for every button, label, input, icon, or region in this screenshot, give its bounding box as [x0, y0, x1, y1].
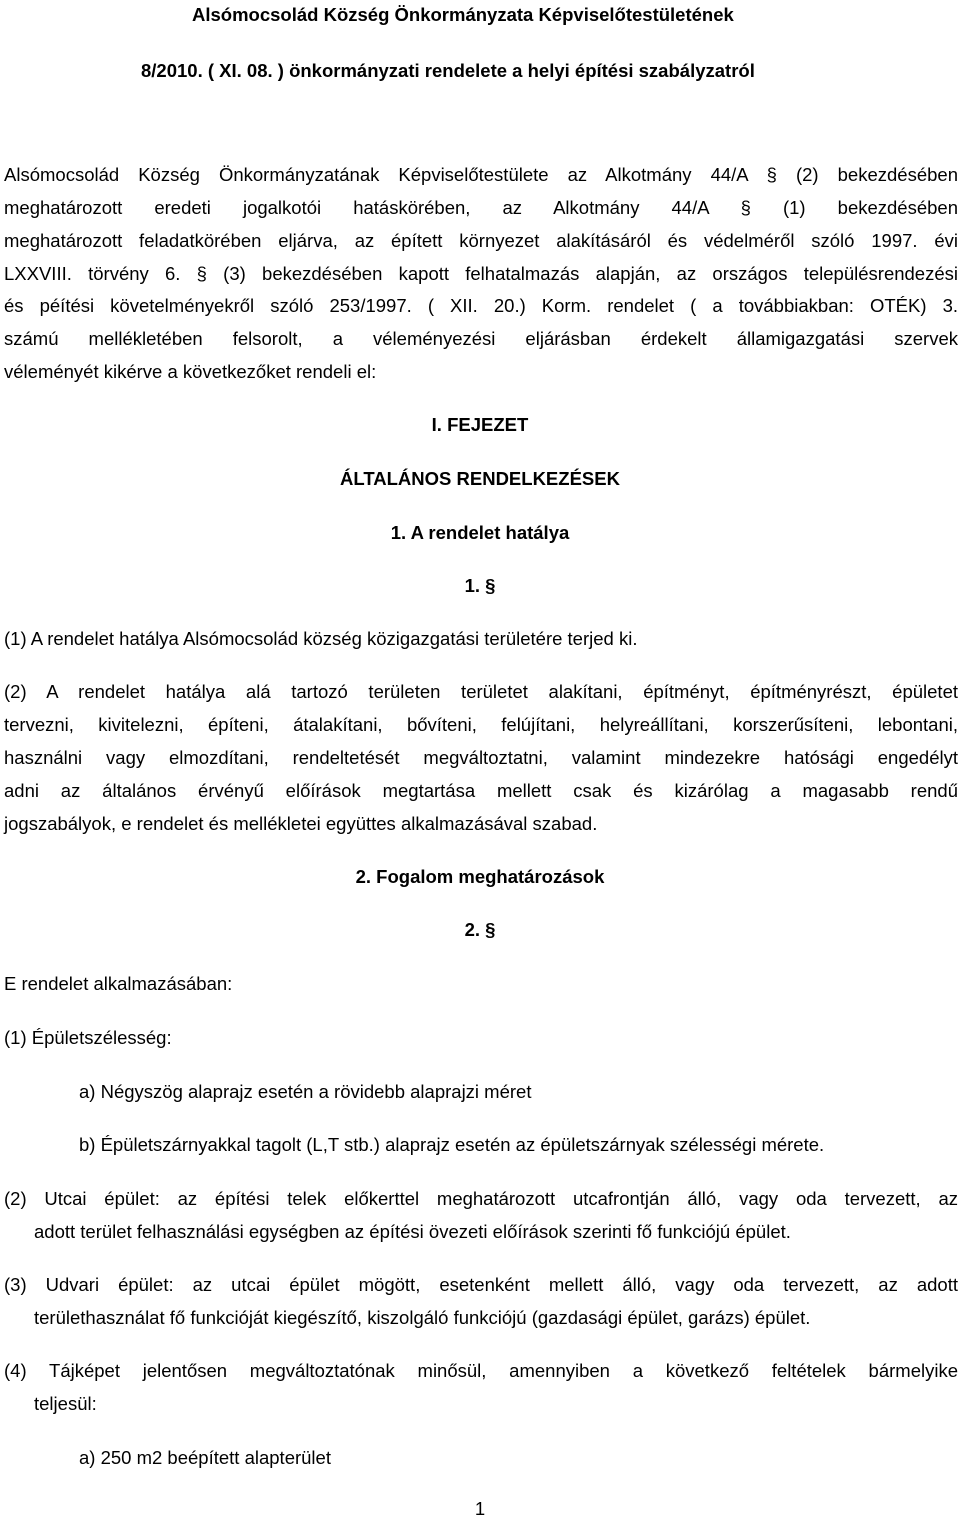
section-1-heading: 1. A rendelet hatálya [390, 522, 570, 543]
section-2-paragraph-mark: 2. § [464, 919, 496, 940]
preamble-line: meghatározott feladatkörében eljárva, az épített környezet alakításáról és védelméről szóló 1997. évi [4, 230, 958, 251]
definition-4-line: (4) Tájképet jelentősen megváltoztatónak minősül, amennyiben a következő feltételek bármelyike [4, 1360, 958, 1381]
preamble-line: számú mellékletében felsorolt, a véleményezési eljárásban érdekelt államigazgatási szervek [4, 328, 958, 349]
chapter-number: I. FEJEZET [431, 414, 529, 435]
preamble-line: véleményét kikérve a következőket rendeli el: [4, 361, 377, 382]
section-1-p2-line: (2) A rendelet hatálya alá tartozó területen területet alakítani, építményt, építményrészt, épületet [4, 681, 958, 702]
section-1-p1: (1) A rendelet hatálya Alsómocsolád község közigazgatási területére terjed ki. [4, 628, 638, 649]
definition-3-line: területhasználat fő funkcióját kiegészítő, kiszolgáló funkciójú (gazdasági épület, garázs) épület. [34, 1307, 811, 1328]
preamble-line: LXXVIII. törvény 6. § (3) bekezdésében kapott felhatalmazás alapján, az országos településrendezési [4, 263, 958, 284]
preamble-line: Alsómocsolád Község Önkormányzatának Képviselőtestülete az Alkotmány 44/A § (2) bekezdésében [4, 164, 958, 185]
definition-3-line: (3) Udvari épület: az utcai épület mögött, esetenként mellett álló, vagy oda tervezett, az adott [4, 1274, 958, 1295]
section-2-intro: E rendelet alkalmazásában: [4, 973, 233, 994]
section-1-p2-line: adni az általános érvényű előírások megtartása mellett csak és kizárólag a magasabb rendű [4, 780, 958, 801]
page-number: 1 [474, 1498, 486, 1519]
document-title-line-1: Alsómocsolád Község Önkormányzata Képviselőtestületének [192, 4, 734, 25]
definition-1-label: (1) Épületszélesség: [4, 1027, 172, 1048]
definition-1-a: a) Négyszög alaprajz esetén a rövidebb alaprajzi méret [79, 1081, 532, 1102]
definition-2-line: adott terület felhasználási egységben az építési övezeti előírások szerinti fő funkciójú épület. [34, 1221, 791, 1242]
definition-2-line: (2) Utcai épület: az építési telek előkerttel meghatározott utcafrontján álló, vagy oda tervezett, az [4, 1188, 958, 1209]
document-title-line-2: 8/2010. ( XI. 08. ) önkormányzati rendelete a helyi építési szabályzatról [141, 60, 755, 81]
section-1-p2-line: tervezni, kivitelezni, építeni, átalakítani, bővíteni, felújítani, helyreállítani, korszerűsíteni, lebontani, [4, 714, 958, 735]
definition-1-b: b) Épületszárnyakkal tagolt (L,T stb.) alaprajz esetén az épületszárnyak szélességi mérete. [79, 1134, 825, 1155]
section-1-p2-line: jogszabályok, e rendelet és mellékletei együttes alkalmazásával szabad. [4, 813, 598, 834]
section-2-heading: 2. Fogalom meghatározások [355, 866, 605, 887]
definition-4-a: a) 250 m2 beépített alapterület [79, 1447, 331, 1468]
preamble-line: és péítési követelményekről szóló 253/1997. ( XII. 20.) Korm. rendelet ( a továbbiakban: OTÉK) 3. [4, 295, 958, 316]
chapter-title: ÁLTALÁNOS RENDELKEZÉSEK [340, 468, 620, 489]
definition-4-line: teljesül: [34, 1393, 97, 1414]
preamble-line: meghatározott eredeti jogalkotói hatáskörében, az Alkotmány 44/A § (1) bekezdésében [4, 197, 958, 218]
section-1-p2-line: használni vagy elmozdítani, rendeltetését megváltoztatni, valamint mindezekre hatósági engedélyt [4, 747, 958, 768]
section-1-paragraph-mark: 1. § [464, 575, 496, 596]
